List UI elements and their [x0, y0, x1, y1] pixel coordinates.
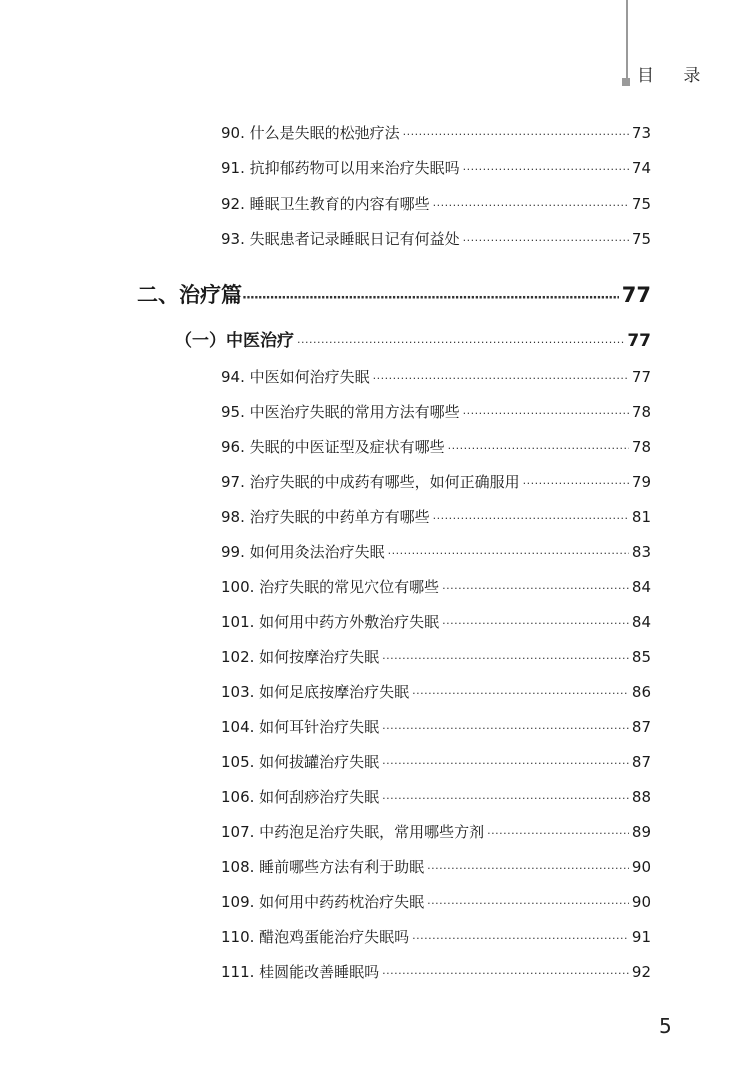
toc-entry[interactable] [221, 787, 651, 809]
toc-entry[interactable] [221, 367, 651, 389]
toc-entry-title: 105. 如何拔罐治疗失眠 [221, 753, 380, 771]
toc-leader-dots [433, 196, 629, 216]
page-number: 5 [659, 1014, 672, 1038]
toc-entry-title: 91. 抗抑郁药物可以用来治疗失眠吗 [221, 159, 460, 177]
toc-leader-dots [382, 964, 629, 984]
toc-entry-title: 98. 治疗失眠的中药单方有哪些 [221, 508, 430, 526]
toc-entry-title: 93. 失眠患者记录睡眠日记有何益处 [221, 230, 460, 248]
toc-entry-page: 74 [631, 159, 651, 177]
toc-leader-dots [382, 719, 629, 739]
toc-entry-page: 78 [631, 403, 651, 421]
toc-leader-dots [412, 929, 629, 949]
toc-leader-dots [382, 789, 629, 809]
toc-entry[interactable] [221, 437, 651, 459]
toc-chapter-page: 77 [627, 331, 651, 351]
toc-entry-title: 100. 治疗失眠的常见穴位有哪些 [221, 578, 440, 596]
toc-leader-dots [487, 824, 629, 844]
toc-entry-page: 89 [631, 823, 651, 841]
toc-leader-dots [297, 332, 624, 354]
toc-entry-page: 79 [631, 473, 651, 491]
toc-entry-title: 97. 治疗失眠的中成药有哪些，如何正确服用 [221, 473, 520, 491]
toc-entry-page: 73 [631, 124, 651, 142]
toc-entry[interactable] [221, 682, 651, 704]
toc-leader-dots [382, 649, 629, 669]
toc-entry-page: 78 [631, 438, 651, 456]
toc-entry[interactable] [221, 612, 651, 634]
toc-entry-page: 75 [631, 230, 651, 248]
toc-entry-page: 88 [631, 788, 651, 806]
toc-leader-dots [427, 894, 629, 914]
toc-entry[interactable] [221, 229, 651, 251]
toc-entry-page: 87 [631, 718, 651, 736]
toc-entry-title: 103. 如何足底按摩治疗失眠 [221, 683, 410, 701]
toc-entry-page: 84 [631, 613, 651, 631]
toc-entry-page: 86 [631, 683, 651, 701]
toc-entry[interactable] [221, 402, 651, 424]
toc-entry-title: 102. 如何按摩治疗失眠 [221, 648, 380, 666]
toc-chapter-heading[interactable] [175, 330, 651, 354]
toc-entry-page: 85 [631, 648, 651, 666]
toc-leader-dots [463, 404, 629, 424]
toc-entry[interactable] [221, 752, 651, 774]
toc-leader-dots [448, 439, 629, 459]
toc-part-heading[interactable] [137, 282, 651, 312]
toc-chapter-title: （一）中医治疗 [175, 331, 294, 351]
toc-leader-dots [403, 125, 629, 145]
toc-entry-title: 107. 中药泡足治疗失眠，常用哪些方剂 [221, 823, 485, 841]
toc-leader-dots [442, 614, 629, 634]
toc-leader-dots [373, 369, 629, 389]
toc-entry[interactable] [221, 647, 651, 669]
toc-entry-title: 95. 中医治疗失眠的常用方法有哪些 [221, 403, 460, 421]
toc-entry-page: 83 [631, 543, 651, 561]
toc-leader-dots [412, 684, 629, 704]
toc-leader-dots [463, 160, 629, 180]
toc-entry[interactable] [221, 123, 651, 145]
toc-entry-page: 90 [631, 893, 651, 911]
toc-entry-title: 109. 如何用中药药枕治疗失眠 [221, 893, 425, 911]
toc-entry-page: 77 [631, 368, 651, 386]
toc-entry[interactable] [221, 962, 651, 984]
toc-entry[interactable] [221, 507, 651, 529]
toc-entry-title: 110. 醋泡鸡蛋能治疗失眠吗 [221, 928, 410, 946]
toc-entry-page: 84 [631, 578, 651, 596]
toc-part-title: 二、治疗篇 [137, 283, 242, 307]
toc-leader-dots [523, 474, 629, 494]
toc-entry[interactable] [221, 927, 651, 949]
toc-part-page: 77 [621, 283, 651, 307]
toc-entry-title: 104. 如何耳针治疗失眠 [221, 718, 380, 736]
toc-entry[interactable] [221, 542, 651, 564]
toc-entry-page: 75 [631, 195, 651, 213]
toc-entry[interactable] [221, 892, 651, 914]
toc-leader-dots [427, 859, 629, 879]
toc-leader-dots [433, 509, 629, 529]
toc-entry[interactable] [221, 857, 651, 879]
toc-entry-title: 92. 睡眠卫生教育的内容有哪些 [221, 195, 430, 213]
toc-entry[interactable] [221, 822, 651, 844]
toc-leader-dots [382, 754, 629, 774]
toc-entry[interactable] [221, 472, 651, 494]
toc-entry[interactable] [221, 577, 651, 599]
header-square-marker [622, 78, 630, 86]
toc-entry[interactable] [221, 194, 651, 216]
running-header-title: 目 录 [637, 66, 713, 86]
toc-entry-page: 81 [631, 508, 651, 526]
toc-entry[interactable] [221, 158, 651, 180]
toc-entry-title: 111. 桂圆能改善睡眠吗 [221, 963, 380, 981]
toc-entry-title: 101. 如何用中药方外敷治疗失眠 [221, 613, 440, 631]
toc-entry-title: 90. 什么是失眠的松弛疗法 [221, 124, 400, 142]
toc-entry-title: 106. 如何刮痧治疗失眠 [221, 788, 380, 806]
toc-leader-dots [242, 286, 619, 312]
toc-entry-page: 87 [631, 753, 651, 771]
toc-entry-page: 91 [631, 928, 651, 946]
toc-entry-title: 94. 中医如何治疗失眠 [221, 368, 370, 386]
toc-entry-title: 99. 如何用灸法治疗失眠 [221, 543, 385, 561]
toc-leader-dots [388, 544, 629, 564]
toc-entry-page: 90 [631, 858, 651, 876]
header-vertical-rule [626, 0, 628, 82]
toc-entry-page: 92 [631, 963, 651, 981]
toc-entry[interactable] [221, 717, 651, 739]
toc-leader-dots [463, 231, 629, 251]
toc-leader-dots [442, 579, 629, 599]
toc-entry-title: 108. 睡前哪些方法有利于助眠 [221, 858, 425, 876]
toc-entry-title: 96. 失眠的中医证型及症状有哪些 [221, 438, 445, 456]
